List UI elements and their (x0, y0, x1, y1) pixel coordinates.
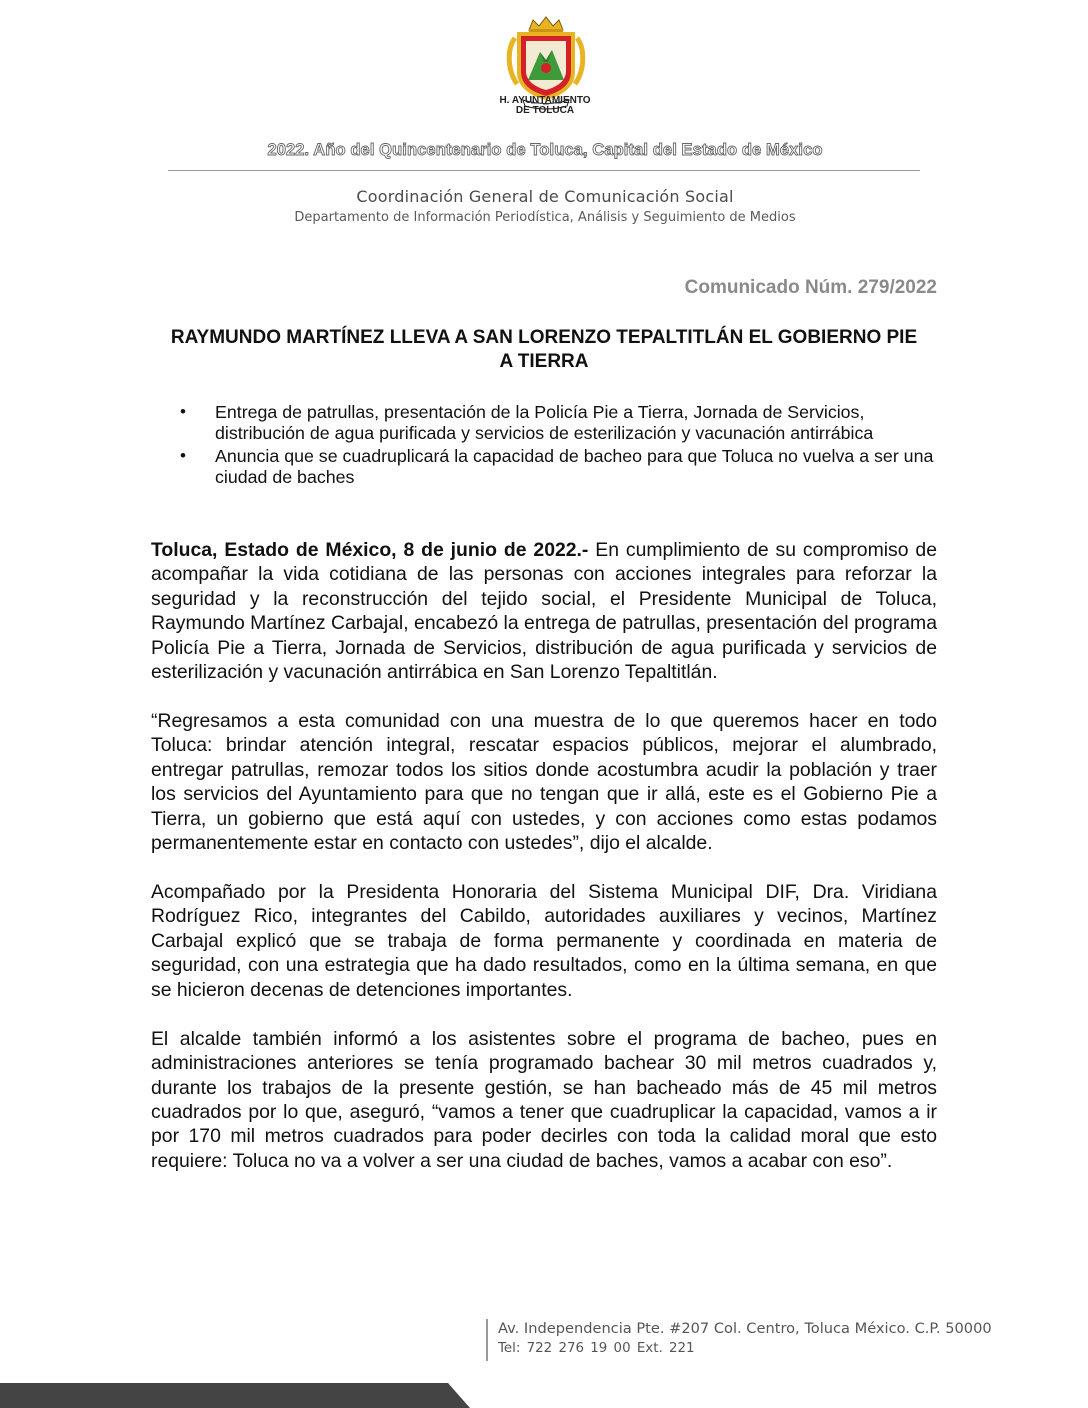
release-number: Comunicado Núm. 279/2022 (684, 277, 937, 298)
year-motto: 2022. Año del Quincentenario de Toluca, Capital del Estado de México (267, 141, 823, 159)
logo-caption-line2: DE TOLUCA (515, 105, 575, 116)
summary-bullet: • Anuncia que se cuadruplicará la capacidad de bacheo para que Toluca no vuelva a ser una ciudad de baches (180, 446, 940, 487)
headline: RAYMUNDO MARTÍNEZ LLEVA A SAN LORENZO TEPALTITLÁN EL GOBIERNO PIE A TIERRA (170, 327, 918, 372)
header-divider (168, 170, 920, 171)
summary-bullet: • Entrega de patrullas, presentación de la Policía Pie a Tierra, Jornada de Servicios, distribución de agua purificada y servicios de esterilización y vacunación antirrábica (180, 402, 940, 443)
footer-address: Av. Independencia Pte. #207 Col. Centro, Toluca México. C.P. 50000 (498, 1320, 992, 1337)
body-paragraph-1 (151, 538, 937, 684)
footer-decorative-bar (0, 1383, 470, 1408)
summary-bullets (180, 402, 940, 490)
body-paragraph-3: Acompañado por la Presidenta Honoraria del Sistema Municipal DIF, Dra. Viridiana Rodríguez Rico, integrantes del Cabildo, autoridades auxiliares y vecinos, Martínez Carbajal explicó que se trabaja de forma permanente y coordinada en materia de seguridad, con una estrategia que ha dado resultados, como en la última semana, en que se hicieron decenas de detenciones importantes. (151, 881, 937, 1001)
coordination-title: Coordinación General de Comunicación Social (356, 187, 734, 206)
body-paragraph-4: El alcalde también informó a los asistentes sobre el programa de bacheo, pues en administraciones anteriores se tenía programado bachear 30 mil metros cuadrados y, durante los trabajos de la presente gestión, se han bacheado más de 45 mil metros cuadrados por lo que, aseguró, “vamos a tener que cuadruplicar la capacidad, vamos a ir por 170 mil metros cuadrados para poder decirles con toda la calidad moral que esto requiere: Toluca no va a volver a ser una ciudad de baches, vamos a acabar con eso”. (151, 1027, 937, 1172)
logo-caption (470, 96, 620, 116)
dateline: Toluca, Estado de México, 8 de junio de 2022.- (151, 539, 589, 561)
body-paragraph-2: “Regresamos a esta comunidad con una muestra de lo que queremos hacer en todo Toluca: brindar atención integral, rescatar espacios públicos, mejorar el alumbrado, entregar patrullas, remozar todos los sitios donde acostumbra acudir la población y traer los servicios del Ayuntamiento para que no tengan que ir allá, este es el Gobierno Pie a Tierra, un gobierno que está aquí con ustedes, y con acciones como estas podamos permanentemente estar en contacto con ustedes”, dijo el alcalde. (151, 710, 937, 855)
logo-caption-line1: H. AYUNTAMIENTO (499, 95, 591, 106)
article-body (151, 538, 937, 1173)
footer-divider (486, 1319, 488, 1361)
body-paragraph-1-text: En cumplimiento de su compromiso de acompañar la vida cotidiana de las personas con acciones integrales para reforzar la seguridad y la reconstrucción del tejido social, el Presidente Municipal de Toluca, Raymundo Martínez Carbajal, encabezó la entrega de patrullas, presentación del programa Policía Pie a Tierra, Jornada de Servicios, distribución de agua purificada y servicios de esterilización y vacunación antirrábica en San Lorenzo Tepaltitlán. (151, 539, 937, 684)
department-subtitle: Departamento de Información Periodística, Análisis y Seguimiento de Medios (294, 210, 796, 225)
footer-phone: Tel: 722 276 19 00 Ext. 221 (498, 1341, 695, 1356)
